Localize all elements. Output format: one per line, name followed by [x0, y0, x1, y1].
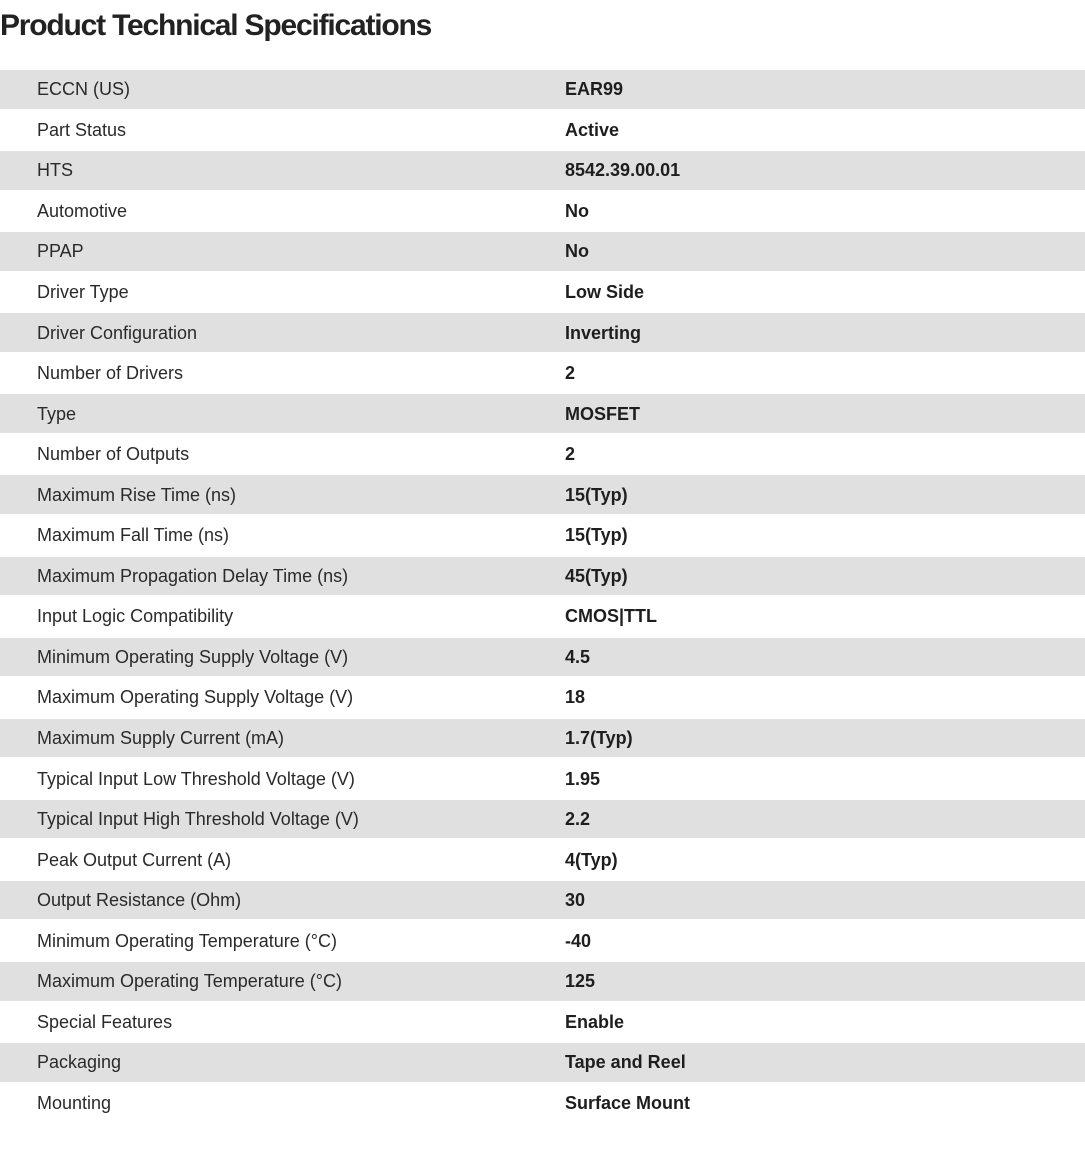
spec-row [0, 759, 1085, 800]
spec-value: 1.7(Typ) [565, 719, 1085, 760]
spec-row [0, 354, 1085, 395]
spec-label: Number of Outputs [0, 435, 565, 476]
spec-row [0, 70, 1085, 111]
spec-label: Automotive [0, 192, 565, 233]
spec-label: Typical Input Low Threshold Voltage (V) [0, 759, 565, 800]
spec-label: Maximum Operating Temperature (°C) [0, 962, 565, 1003]
spec-value: 30 [565, 881, 1085, 922]
spec-table-body [0, 70, 1085, 1124]
spec-label: Driver Type [0, 273, 565, 314]
spec-row [0, 475, 1085, 516]
spec-value: Surface Mount [565, 1084, 1085, 1125]
spec-label: Maximum Supply Current (mA) [0, 719, 565, 760]
spec-value: -40 [565, 921, 1085, 962]
spec-value: 1.95 [565, 759, 1085, 800]
spec-label: Output Resistance (Ohm) [0, 881, 565, 922]
spec-row [0, 394, 1085, 435]
spec-row [0, 273, 1085, 314]
spec-label: Maximum Rise Time (ns) [0, 475, 565, 516]
spec-value: Enable [565, 1003, 1085, 1044]
spec-row [0, 232, 1085, 273]
spec-label: ECCN (US) [0, 70, 565, 111]
spec-label: Number of Drivers [0, 354, 565, 395]
spec-label: Mounting [0, 1084, 565, 1125]
spec-row [0, 921, 1085, 962]
spec-value: Low Side [565, 273, 1085, 314]
spec-row [0, 557, 1085, 598]
spec-label: Minimum Operating Supply Voltage (V) [0, 638, 565, 679]
spec-row [0, 151, 1085, 192]
spec-value: 2 [565, 435, 1085, 476]
spec-value: 15(Typ) [565, 516, 1085, 557]
spec-value: No [565, 232, 1085, 273]
spec-value: 4.5 [565, 638, 1085, 679]
spec-value: CMOS|TTL [565, 597, 1085, 638]
spec-row [0, 516, 1085, 557]
spec-row [0, 192, 1085, 233]
spec-row [0, 313, 1085, 354]
spec-row [0, 881, 1085, 922]
spec-value: Inverting [565, 313, 1085, 354]
spec-value: No [565, 192, 1085, 233]
spec-row [0, 597, 1085, 638]
spec-value: 15(Typ) [565, 475, 1085, 516]
spec-value: 2 [565, 354, 1085, 395]
spec-label: Maximum Fall Time (ns) [0, 516, 565, 557]
spec-value: Active [565, 111, 1085, 152]
spec-value: 45(Typ) [565, 557, 1085, 598]
spec-row [0, 638, 1085, 679]
spec-value: 2.2 [565, 800, 1085, 841]
spec-label: Maximum Operating Supply Voltage (V) [0, 678, 565, 719]
spec-row [0, 1084, 1085, 1125]
spec-label: Maximum Propagation Delay Time (ns) [0, 557, 565, 598]
spec-row [0, 962, 1085, 1003]
spec-value: MOSFET [565, 394, 1085, 435]
spec-value: 125 [565, 962, 1085, 1003]
spec-label: PPAP [0, 232, 565, 273]
spec-value: 8542.39.00.01 [565, 151, 1085, 192]
spec-row [0, 1043, 1085, 1084]
spec-row [0, 840, 1085, 881]
spec-value: EAR99 [565, 70, 1085, 111]
spec-row [0, 111, 1085, 152]
spec-row [0, 435, 1085, 476]
spec-table [0, 70, 1085, 1124]
spec-label: Minimum Operating Temperature (°C) [0, 921, 565, 962]
spec-value: Tape and Reel [565, 1043, 1085, 1084]
spec-label: Type [0, 394, 565, 435]
spec-row [0, 678, 1085, 719]
spec-label: Typical Input High Threshold Voltage (V) [0, 800, 565, 841]
spec-value: 18 [565, 678, 1085, 719]
spec-value: 4(Typ) [565, 840, 1085, 881]
spec-label: Peak Output Current (A) [0, 840, 565, 881]
spec-row [0, 719, 1085, 760]
spec-label: Special Features [0, 1003, 565, 1044]
spec-label: Driver Configuration [0, 313, 565, 354]
spec-row [0, 800, 1085, 841]
spec-label: HTS [0, 151, 565, 192]
spec-label: Input Logic Compatibility [0, 597, 565, 638]
page-title: Product Technical Specifications [0, 9, 432, 42]
spec-row [0, 1003, 1085, 1044]
spec-label: Packaging [0, 1043, 565, 1084]
spec-label: Part Status [0, 111, 565, 152]
